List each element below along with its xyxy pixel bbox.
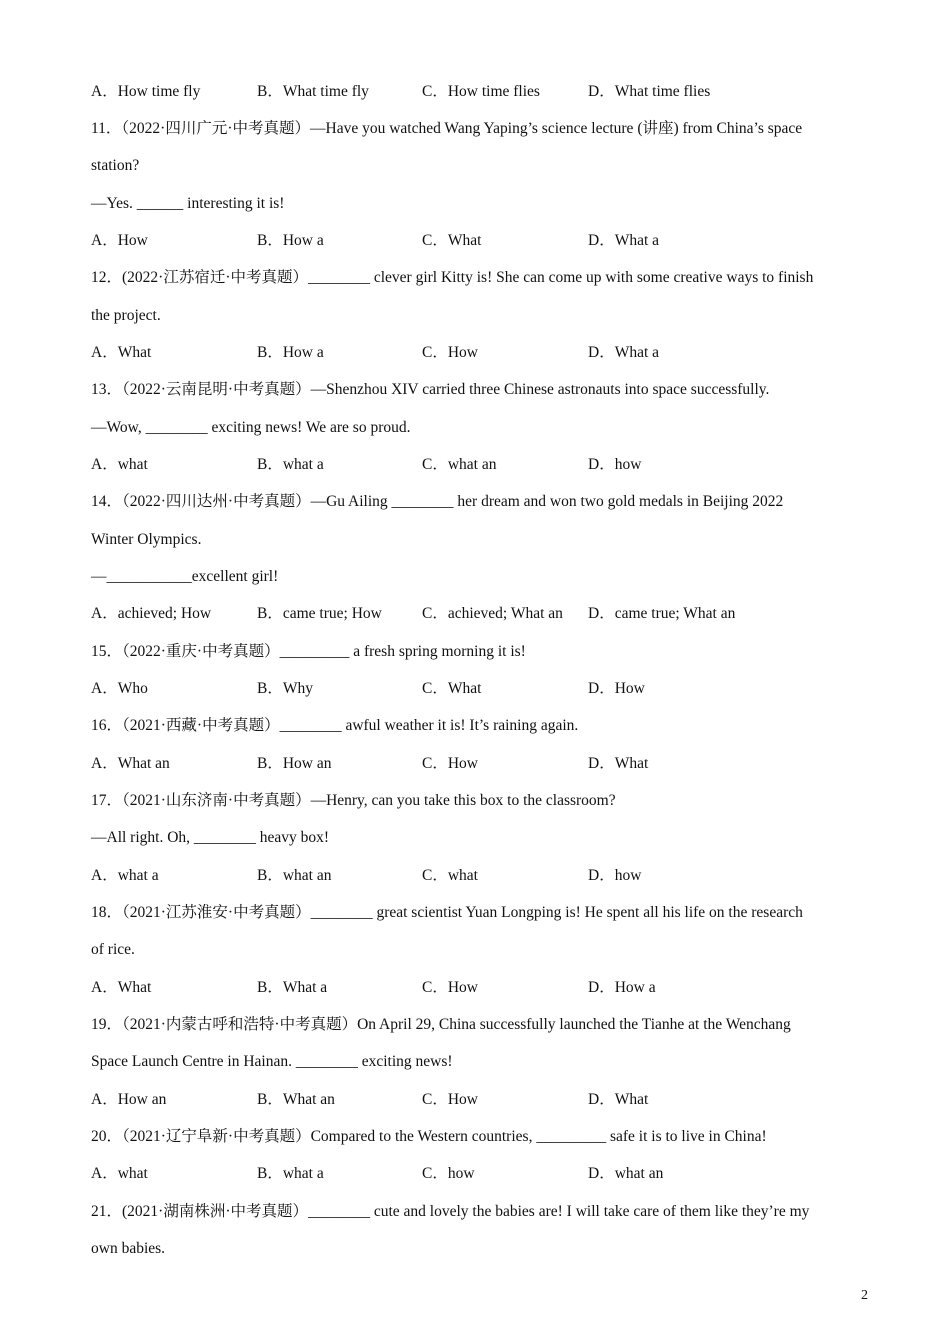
option-c[interactable]: C．how: [422, 1165, 475, 1182]
option-d[interactable]: D．What: [588, 1091, 649, 1108]
option-d[interactable]: D．How a: [588, 979, 656, 996]
option-b[interactable]: B．How a: [257, 232, 324, 249]
option-b[interactable]: B．How an: [257, 755, 332, 772]
option-a[interactable]: A．How: [91, 232, 148, 249]
option-c[interactable]: C．How time flies: [422, 83, 540, 100]
question-12-stem: 12．(2022·江苏宿迁·中考真题）________ clever girl Kitty is! She can come up with some creative ways to finish: [91, 269, 814, 286]
option-c[interactable]: C．What: [422, 232, 482, 249]
option-b[interactable]: B．What a: [257, 979, 328, 996]
option-d[interactable]: D．how: [588, 456, 642, 473]
option-c[interactable]: C．what: [422, 867, 478, 884]
question-19-stem-cont: Space Launch Centre in Hainan. ________ exciting news!: [91, 1053, 453, 1070]
question-16-stem: 16．（2021·西藏·中考真题）________ awful weather it is! It’s raining again.: [91, 717, 579, 734]
option-a[interactable]: A．How time fly: [91, 83, 201, 100]
option-b[interactable]: B．Why: [257, 680, 313, 697]
question-11-dialogue: —Yes. ______ interesting it is!: [91, 195, 285, 212]
option-b[interactable]: B．What an: [257, 1091, 335, 1108]
question-13-options: [91, 455, 866, 475]
question-11-stem-cont: station?: [91, 157, 140, 174]
option-d[interactable]: D．how: [588, 867, 642, 884]
question-13-stem: 13．（2022·云南昆明·中考真题）—Shenzhou XIV carried three Chinese astronauts into space successfully.: [91, 381, 770, 398]
option-a[interactable]: A．what: [91, 1165, 148, 1182]
option-a[interactable]: A．What: [91, 344, 152, 361]
option-d[interactable]: D．How: [588, 680, 645, 697]
option-c[interactable]: C．achieved; What an: [422, 605, 563, 622]
question-14-options: [91, 604, 866, 624]
option-a[interactable]: A．what a: [91, 867, 159, 884]
question-18-stem: 18．（2021·江苏淮安·中考真题）________ great scientist Yuan Longping is! He spent all his life on the research: [91, 904, 803, 921]
question-16-options: [91, 754, 866, 774]
question-15-stem: 15．（2022·重庆·中考真题）_________ a fresh spring morning it is!: [91, 643, 526, 660]
question-17-dialogue: —All right. Oh, ________ heavy box!: [91, 829, 330, 846]
option-d[interactable]: D．what an: [588, 1165, 664, 1182]
option-b[interactable]: B．what a: [257, 1165, 324, 1182]
option-b[interactable]: B．what a: [257, 456, 324, 473]
option-a[interactable]: A．what: [91, 456, 148, 473]
question-10-options: [91, 82, 866, 102]
question-18-stem-cont: of rice.: [91, 941, 135, 958]
option-d[interactable]: D．What time flies: [588, 83, 711, 100]
option-a[interactable]: A．What: [91, 979, 152, 996]
page-number: 2: [861, 1288, 868, 1303]
option-c[interactable]: C．what an: [422, 456, 497, 473]
question-19-options: [91, 1090, 866, 1110]
question-20-options: [91, 1164, 866, 1184]
option-c[interactable]: C．How: [422, 755, 478, 772]
question-21-stem-cont: own babies.: [91, 1240, 166, 1257]
question-12-options: [91, 343, 866, 363]
question-17-options: [91, 866, 866, 886]
question-15-options: [91, 679, 866, 699]
option-d[interactable]: D．What: [588, 755, 649, 772]
option-b[interactable]: B．what an: [257, 867, 332, 884]
question-18-options: [91, 978, 866, 998]
option-b[interactable]: B．came true; How: [257, 605, 382, 622]
question-11-stem: 11．（2022·四川广元·中考真题）—Have you watched Wang Yaping’s science lecture (讲座) from China’s space: [91, 120, 803, 137]
option-c[interactable]: C．How: [422, 344, 478, 361]
option-c[interactable]: C．How: [422, 979, 478, 996]
question-21-stem: 21．(2021·湖南株洲·中考真题）________ cute and lovely the babies are! I will take care of them like they’re my: [91, 1203, 810, 1220]
option-b[interactable]: B．What time fly: [257, 83, 369, 100]
option-a[interactable]: A．Who: [91, 680, 148, 697]
option-a[interactable]: A．achieved; How: [91, 605, 212, 622]
question-14-stem: 14．（2022·四川达州·中考真题）—Gu Ailing ________ her dream and won two gold medals in Beijing 2022: [91, 493, 784, 510]
option-d[interactable]: D．What a: [588, 232, 660, 249]
option-a[interactable]: A．How an: [91, 1091, 167, 1108]
option-d[interactable]: D．What a: [588, 344, 660, 361]
option-c[interactable]: C．What: [422, 680, 482, 697]
question-14-dialogue: —___________excellent girl!: [91, 568, 279, 585]
option-d[interactable]: D．came true; What an: [588, 605, 736, 622]
question-20-stem: 20．（2021·辽宁阜新·中考真题）Compared to the Western countries, _________ safe it is to live in China!: [91, 1128, 767, 1145]
option-c[interactable]: C．How: [422, 1091, 478, 1108]
question-14-stem-cont: Winter Olympics.: [91, 531, 202, 548]
question-12-stem-cont: the project.: [91, 307, 161, 324]
question-13-dialogue: —Wow, ________ exciting news! We are so proud.: [91, 419, 411, 436]
question-17-stem: 17．（2021·山东济南·中考真题）—Henry, can you take this box to the classroom?: [91, 792, 616, 809]
option-a[interactable]: A．What an: [91, 755, 170, 772]
option-b[interactable]: B．How a: [257, 344, 324, 361]
question-19-stem: 19．（2021·内蒙古呼和浩特·中考真题）On April 29, China successfully launched the Tianhe at the Wenchang: [91, 1016, 791, 1033]
question-11-options: [91, 231, 866, 251]
